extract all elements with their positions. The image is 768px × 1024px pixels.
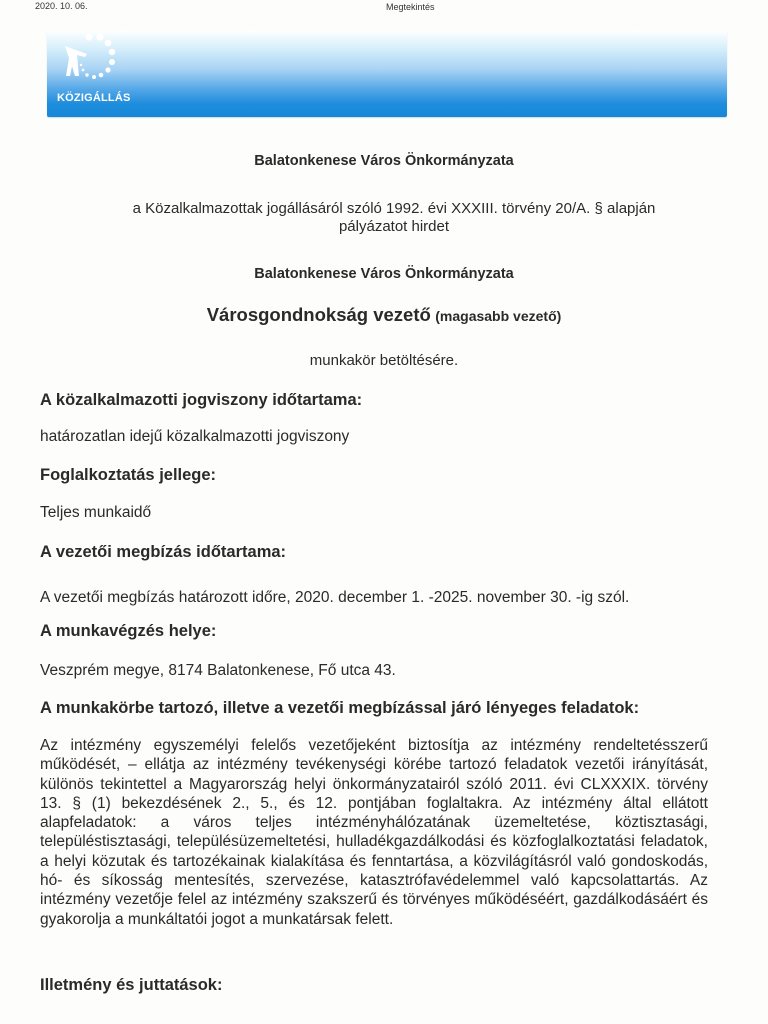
section-heading-duties: A munkakörbe tartozó, illetve a vezetői megbízással járó lényeges feladatok: xyxy=(40,699,640,717)
position-suffix: munkakör betöltésére. xyxy=(309,352,459,369)
legal-basis-line: a Közalkalmazottak jogállásáról szóló 1992. évi XXXIII. törvény 20/A. § alapján xyxy=(132,200,656,217)
position-title-sub: (magasabb vezető) xyxy=(435,308,562,324)
section-heading-employment-type: Foglalkoztatás jellege: xyxy=(40,466,217,484)
section-heading-workplace: A munkavégzés helye: xyxy=(40,622,217,640)
section-heading-mandate-duration: A vezetői megbízás időtartama: xyxy=(40,543,287,561)
position-title-main: Városgondnokság vezető xyxy=(206,304,431,325)
section-text-workplace: Veszprém megye, 8174 Balatonkenese, Fő utca 43. xyxy=(40,662,396,679)
position-title xyxy=(0,304,768,326)
print-title: Megtekintés xyxy=(386,2,435,12)
section-text-employment-duration: határozatlan idejű közalkalmazotti jogviszony xyxy=(40,428,350,445)
logo-text: KÖZIGÁLLÁS xyxy=(57,92,131,104)
print-date: 2020. 10. 06. xyxy=(35,1,88,11)
announcement-line: pályázatot hirdet xyxy=(338,218,450,235)
section-text-duties: Az intézmény egyszemélyi felelős vezetőjeként biztosítja az intézmény rendeltetésszerű működését, – ellátja az intézmény tevékenységi körébe tartozó feladatok vezetői irányítását, különös tekintettel a Magyarország helyi önkormányzatairól szóló 2011. évi CLXXXIX. törvény 13. § (1) bekezdésének 2., 5., és 12. pontjában foglaltakra. Az intézmény által ellátott alapfeladatok: a város teljes intézményhálózatának üzemeltetése, köztisztasági, településtisztasági, településüzemeltetési, hulladékgazdálkodási és közfoglalkoztatási feladatok, a helyi közutak és tartozékainak kialakítása és fenntartása, a közvilágításról való gondoskodás, hó- és síkosság mentesítés, szervezése, katasztrófavédelemmel való kapcsolattartás. Az intézmény vezetője felel az intézmény szakszerű és törvényes működéséért, gazdálkodásáért és gyakorolja a munkáltatói jogot a munkatársak felett. xyxy=(40,737,708,928)
section-heading-salary: Illetmény és juttatások: xyxy=(40,976,223,994)
print-header xyxy=(0,0,768,14)
kozigallas-banner xyxy=(47,30,727,117)
section-heading-employment-duration: A közalkalmazotti jogviszony időtartama: xyxy=(40,391,363,409)
legal-basis xyxy=(10,200,768,236)
employer-heading: Balatonkenese Város Önkormányzata xyxy=(254,266,514,282)
issuer-heading: Balatonkenese Város Önkormányzata xyxy=(254,153,514,169)
section-text-mandate-duration: A vezetői megbízás határozott időre, 2020. december 1. -2025. november 30. -ig szól. xyxy=(40,589,630,606)
section-text-employment-type: Teljes munkaidő xyxy=(40,504,152,521)
